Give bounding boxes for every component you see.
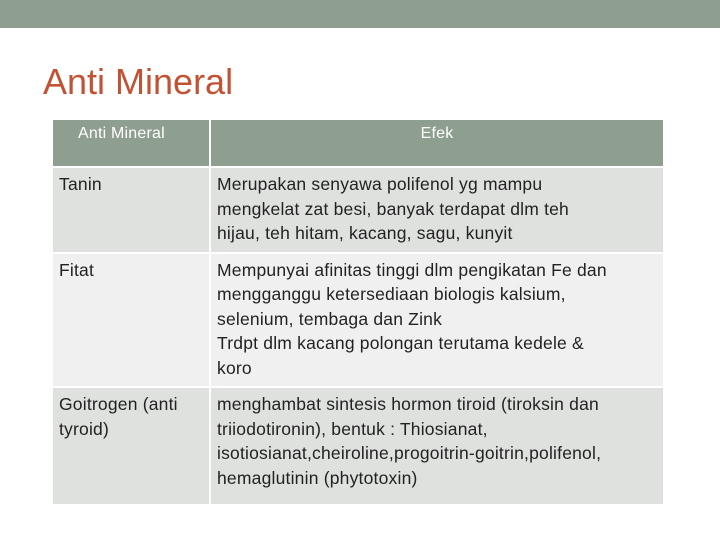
- table-row-goitrogen: [52, 387, 664, 505]
- effect-line: Merupakan senyawa polifenol yg mampu: [217, 174, 543, 194]
- effect-line: hemaglutinin (phytotoxin): [217, 467, 418, 488]
- top-accent-bar: [0, 0, 720, 28]
- row-effect: [210, 253, 664, 388]
- table-row-tanin: [52, 167, 664, 253]
- effect-line: triiodotironin), bentuk : Thiosianat,: [217, 418, 488, 439]
- row-name: [52, 387, 210, 505]
- effect-line: mengkelat zat besi, banyak terdapat dlm teh: [217, 198, 569, 219]
- row-effect: [210, 167, 664, 253]
- header-anti-mineral: Anti Mineral: [52, 119, 210, 167]
- name-line: Goitrogen (anti: [59, 394, 178, 414]
- anti-mineral-table: [51, 118, 665, 506]
- effect-line: hijau, teh hitam, kacang, sagu, kunyit: [217, 223, 513, 243]
- effect-line: menghambat sintesis hormon tiroid (tiroksin dan: [217, 394, 599, 414]
- effect-line: isotiosianat,cheiroline,progoitrin-goitrin,polifenol,: [217, 443, 602, 463]
- table-header-row: [52, 119, 664, 167]
- effect-line: Mempunyai afinitas tinggi dlm pengikatan Fe dan: [217, 259, 607, 280]
- effect-line: Trdpt dlm kacang polongan terutama kedele &: [217, 333, 584, 353]
- name-line: tyroid): [59, 418, 110, 439]
- effect-line: koro: [217, 357, 252, 378]
- row-name: Tanin: [52, 167, 210, 253]
- table-row-fitat: [52, 253, 664, 388]
- effect-line: selenium, tembaga dan Zink: [217, 308, 443, 329]
- row-name: Fitat: [52, 253, 210, 388]
- header-efek: Efek: [210, 119, 664, 167]
- slide-title: Anti Mineral: [43, 61, 234, 102]
- row-effect: [210, 387, 664, 505]
- effect-line: mengganggu ketersediaan biologis kalsium,: [217, 284, 566, 304]
